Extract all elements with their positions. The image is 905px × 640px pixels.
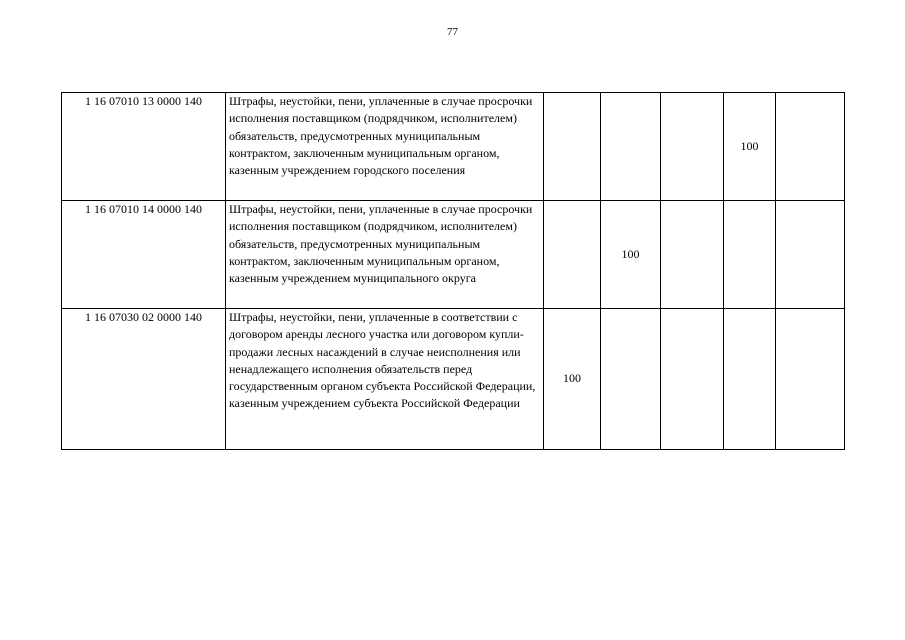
value-cell — [544, 201, 601, 309]
revenue-description-cell: Штрафы, неустойки, пени, уплаченные в соответствии с договором аренды лесного участка или договором купли-продажи лесных насаждений в случае неисполнения или ненадлежащего исполнения обязательств перед государственным органом субъекта Российской Федерации, казенным учреждением субъекта Российской Федерации — [226, 309, 544, 450]
revenue-description-cell: Штрафы, неустойки, пени, уплаченные в случае просрочки исполнения поставщиком (подрядчиком, исполнителем) обязательств, предусмотренных муниципальным контрактом, заключенным муниципальным органом, казенным учреждением муниципального округа — [226, 201, 544, 309]
value-cell — [601, 93, 661, 201]
value-cell: 100 — [724, 93, 776, 201]
value-cell: 100 — [544, 309, 601, 450]
value-cell — [776, 201, 845, 309]
value-cell — [724, 201, 776, 309]
value-cell — [724, 309, 776, 450]
revenue-distribution-table — [61, 92, 845, 450]
revenue-description-cell: Штрафы, неустойки, пени, уплаченные в случае просрочки исполнения поставщиком (подрядчиком, исполнителем) обязательств, предусмотренных муниципальным контрактом, заключенным муниципальным органом, казенным учреждением городского поселения — [226, 93, 544, 201]
revenue-code-cell: 1 16 07030 02 0000 140 — [62, 309, 226, 450]
page-number: 77 — [447, 26, 458, 38]
value-cell — [661, 93, 724, 201]
value-cell — [544, 93, 601, 201]
table-row — [62, 201, 845, 309]
revenue-code-cell: 1 16 07010 14 0000 140 — [62, 201, 226, 309]
value-cell — [776, 93, 845, 201]
table-row — [62, 93, 845, 201]
revenue-code-cell: 1 16 07010 13 0000 140 — [62, 93, 226, 201]
value-cell — [776, 309, 845, 450]
value-cell — [601, 309, 661, 450]
value-cell: 100 — [601, 201, 661, 309]
table-row — [62, 309, 845, 450]
value-cell — [661, 309, 724, 450]
value-cell — [661, 201, 724, 309]
